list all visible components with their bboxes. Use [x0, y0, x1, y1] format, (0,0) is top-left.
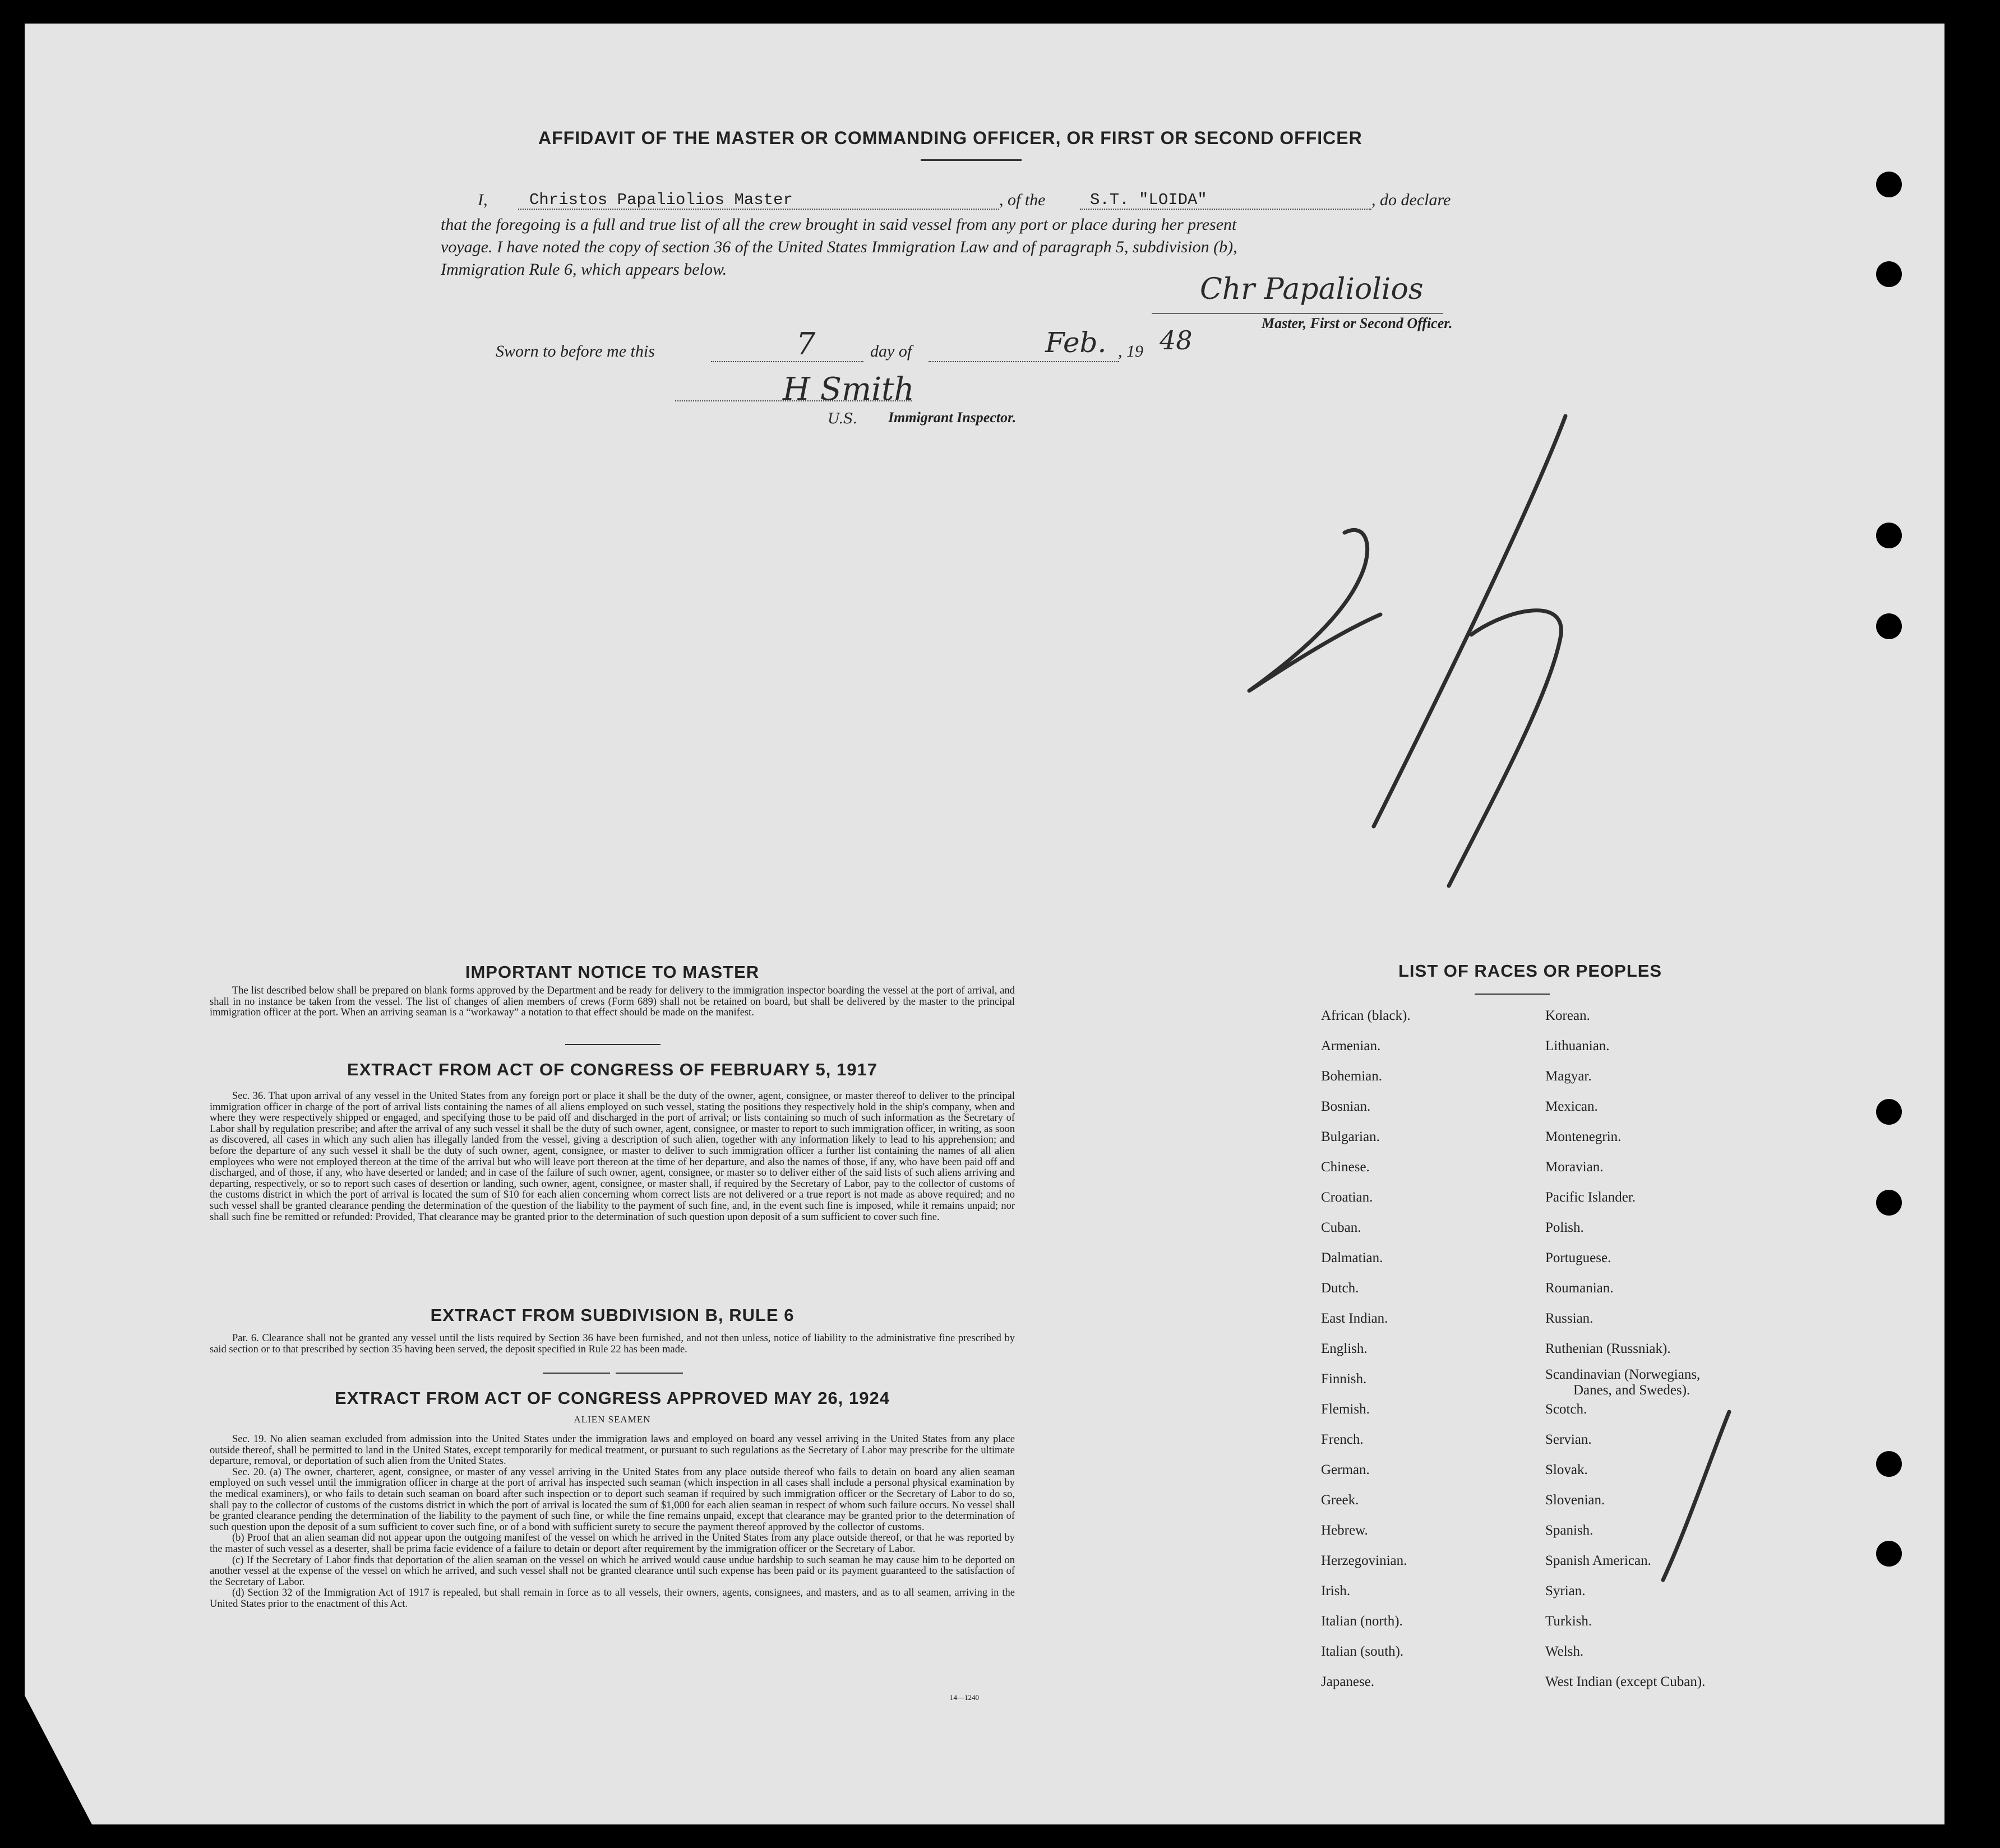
binder-hole [1876, 1190, 1902, 1216]
race-item: East Indian. [1321, 1311, 1388, 1326]
race-item: Welsh. [1545, 1644, 1584, 1659]
binder-hole [1876, 1099, 1902, 1125]
race-item: Chinese. [1321, 1159, 1370, 1175]
race-item: Roumanian. [1545, 1281, 1614, 1296]
races-title: LIST OF RACES OR PEOPLES [1398, 961, 1662, 981]
section-36-text: Sec. 36. That upon arrival of any vessel in the United States from any foreign port or place it shall be the duty of the owner, agent, consignee, or master thereof to deliver to the principal immigration officer in charge of the port of arrival lists containing the names of all aliens employed on such vessel, stating the positions they respectively hold in the ship's company, when and where they were respectively shipped or engaged, and specifying those to be paid off and discharged in the port of arrival; or lists containing so much of such information as the Secretary of Labor shall by regulation prescribe; and after the arrival of any such vessel it shall be the duty of such owner, agent, consignee, or master to report to such immigration officer, in writing, as soon as discovered, all cases in which any such alien has illegally landed from the vessel, giving a description of such alien, together with any information likely to lead to his apprehension; and before the departure of any such vessel it shall be the duty of such owner, agent, consignee, or master to deliver to such immigration officer a further list containing the names of all alien employees who were not employed thereon at the time of the arrival but who will leave port thereon at the time of her departure, and also the names of those, if any, who have been paid off and discharged, and of those, if any, who have deserted or landed; and in case of the failure of such owner, agent, consignee, or master so to deliver either of the said lists of such aliens arriving and departing, respectively, or so to report such cases of desertion or landing, such owner, agent, consignee, or master shall, if required by the Secretary of Labor, pay to the collector of customs of the customs district in which the port of arrival is located the sum of $10 for each alien concerning whom correct lists are not delivered or a true report is not made as above required; and no such vessel shall be granted clearance pending the determination of the question of the liability to the payment of such fine, and, in the event such fine is imposed, while it remains unpaid; nor shall such fine be remitted or refunded: Provided, That clearance may be granted prior to the determination of such question upon deposit of a sum sufficient to cover such fine. [210, 1091, 1015, 1223]
race-item: Herzegovinian. [1321, 1553, 1407, 1568]
binder-hole [1876, 613, 1902, 639]
race-item: Mexican. [1545, 1099, 1598, 1114]
race-item: African (black). [1321, 1008, 1411, 1023]
affidavit-line3: voyage. I have noted the copy of section 36 of the United States Immigration Law and of paragraph 5, subdivision (b), [441, 238, 1237, 256]
race-item: Dalmatian. [1321, 1250, 1383, 1265]
race-item: Pacific Islander. [1545, 1190, 1636, 1205]
race-item: Spanish. [1545, 1523, 1593, 1538]
race-item: Servian. [1545, 1432, 1592, 1447]
notice-text: The list described below shall be prepared on blank forms approved by the Department and be ready for delivery to the immigration inspector boarding the vessel at the port of arrival, and shall in no instance be taken from the vessel. The list of changes of alien members of crews (Form 689) shall not be retained on board, but shall be delivered by the master to the principal immigration officer at the port. When an arriving seaman is a “workaway” a notation to that effect should be made on the manifest. [210, 985, 1015, 1019]
inspector-signature: H Smith [783, 371, 914, 408]
notice-title: IMPORTANT NOTICE TO MASTER [465, 962, 760, 982]
race-item: Polish. [1545, 1220, 1584, 1235]
race-item: Armenian. [1321, 1038, 1381, 1054]
affidavit-line2: that the foregoing is a full and true list of all the crew brought in said vessel from any port or place during her present [441, 215, 1237, 234]
race-item: Scotch. [1545, 1402, 1587, 1417]
race-item: Scandinavian (Norwegians, [1545, 1367, 1701, 1382]
signature-caption: Master, First or Second Officer. [1262, 315, 1453, 331]
race-item: Japanese. [1321, 1674, 1375, 1689]
race-item: Turkish. [1545, 1614, 1592, 1629]
race-item: Russian. [1545, 1311, 1593, 1326]
torn-corner [25, 1695, 92, 1824]
section-20b-text: (b) Proof that an alien seaman did not appear upon the outgoing manifest of the vessel on which he arrived in the United States from any place outside thereof, or that he was reported by the master of such vessel as a deserter, shall be prima facie evidence of a failure to detain or deport after requirement by the immigration officer or the Secretary of Labor. [210, 1532, 1015, 1555]
race-item: Slovak. [1545, 1462, 1588, 1477]
extract-rule6-title: EXTRACT FROM SUBDIVISION B, RULE 6 [430, 1305, 795, 1325]
section-19-text: Sec. 19. No alien seaman excluded from admission into the United States under the immigration laws and employed on board any vessel arriving in the United States from any place outside thereof, shall be permitted to land in the United States, except temporarily for medical treatment, or pursuant to such regulations as the Secretary of Labor may prescribe for the ultimate departure, removal, or deportation of such alien from the United States. [210, 1434, 1015, 1467]
of-the-text: , of the [999, 191, 1046, 209]
race-item-continuation: Danes, and Swedes). [1573, 1383, 1690, 1398]
race-item: Flemish. [1321, 1402, 1370, 1417]
race-item: Montenegrin. [1545, 1129, 1622, 1144]
extract-1924-body [210, 1434, 1015, 1610]
binder-hole [1876, 523, 1902, 548]
notice-body [210, 986, 1015, 1019]
race-item: Bosnian. [1321, 1099, 1371, 1114]
race-item: Spanish American. [1545, 1553, 1651, 1568]
do-declare-text: , do declare [1371, 191, 1451, 209]
extract-1917-body [210, 1091, 1015, 1223]
race-item: Lithuanian. [1545, 1038, 1610, 1054]
extract-1924-title: EXTRACT FROM ACT OF CONGRESS APPROVED MAY 26, 1924 [335, 1388, 890, 1408]
race-item: Greek. [1321, 1493, 1359, 1508]
master-name: Christos Papaliolios Master [529, 191, 793, 209]
race-item: Italian (south). [1321, 1644, 1404, 1659]
section-20a-text: Sec. 20. (a) The owner, charterer, agent, consignee, or master of any vessel arriving in the United States from any place outside thereof who fails to detain on board any alien seaman employed on such vessel until the immigration officer in charge at the port of arrival has inspected such seaman (which inspection in all cases shall include a personal physical examination by the medical examiners), or who fails to detain such seaman on board after such inspection or to deport such seaman if required by such immigration officer or the Secretary of Labor to do so, shall pay to the collector of customs of the customs district in which the port of arrival is located the sum of $1,000 for each alien seaman in respect of whom such failure occurs. No vessel shall be granted clearance pending the determination of the liability to the payment of such fine, or while the fine remains unpaid, except that clearance may be granted prior to the determination of such question upon the deposit of a sum sufficient to cover such fine, or of a bond with sufficient surety to secure the payment thereof approved by the collector of customs. [210, 1466, 1015, 1533]
extract-rule6-body [210, 1333, 1015, 1355]
race-item: Italian (north). [1321, 1614, 1403, 1629]
form-number: 14—1240 [950, 1693, 979, 1702]
race-item: Portuguese. [1545, 1250, 1611, 1265]
race-item: Croatian. [1321, 1190, 1373, 1205]
affidavit-line4: Immigration Rule 6, which appears below. [441, 260, 727, 279]
inspector-caption: Immigrant Inspector. [888, 409, 1017, 426]
race-item: Irish. [1321, 1583, 1351, 1598]
race-item: West Indian (except Cuban). [1545, 1674, 1706, 1689]
race-item: Hebrew. [1321, 1523, 1368, 1538]
race-item: French. [1321, 1432, 1364, 1447]
sworn-prefix: Sworn to before me this [496, 342, 655, 361]
race-item: Ruthenian (Russniak). [1545, 1341, 1671, 1356]
race-item: Dutch. [1321, 1281, 1359, 1296]
sworn-year: 48 [1160, 325, 1193, 355]
section-20d-text: (d) Section 32 of the Immigration Act of 1917 is repealed, but shall remain in force as to all vessels, their owners, agents, consignees, and masters, and as to all seamen, arriving in the United States prior to the enactment of this Act. [210, 1587, 1015, 1610]
race-item: Finnish. [1321, 1371, 1367, 1387]
affidavit-title: AFFIDAVIT OF THE MASTER OR COMMANDING OFFICER, OR FIRST OR SECOND OFFICER [538, 128, 1362, 148]
race-item: Moravian. [1545, 1159, 1604, 1175]
sworn-day: 7 [796, 326, 816, 362]
race-item: Slovenian. [1545, 1493, 1605, 1508]
alien-seamen-subtitle: ALIEN SEAMEN [574, 1414, 651, 1425]
race-item: Korean. [1545, 1008, 1590, 1023]
race-item: German. [1321, 1462, 1370, 1477]
binder-hole [1876, 172, 1902, 197]
vessel-name: S.T. "LOIDA" [1090, 191, 1207, 209]
binder-hole [1876, 1541, 1902, 1567]
affidavit-line1-prefix: I, [478, 191, 488, 209]
race-item: English. [1321, 1341, 1368, 1356]
race-item: Magyar. [1545, 1069, 1592, 1084]
race-item: Cuban. [1321, 1220, 1361, 1235]
race-item: Syrian. [1545, 1583, 1586, 1598]
binder-hole [1876, 261, 1902, 287]
master-signature: Chr Papaliolios [1200, 272, 1424, 306]
document-page [25, 24, 1944, 1824]
sworn-month: Feb. [1045, 326, 1107, 359]
paragraph-6-text: Par. 6. Clearance shall not be granted any vessel until the lists required by Section 36 have been furnished, and not then unless, notice of liability to the administrative fine prescribed by said section or to that prescribed by section 35 having been served, the deposit specified in Rule 22 has been made. [210, 1333, 1015, 1355]
binder-hole [1876, 1451, 1902, 1477]
race-item: Bulgarian. [1321, 1129, 1380, 1144]
inspector-prefix: U.S. [828, 410, 857, 427]
race-item: Bohemian. [1321, 1069, 1383, 1084]
year-prefix: , 19 [1118, 342, 1143, 361]
day-of-text: day of [870, 342, 912, 361]
extract-1917-title: EXTRACT FROM ACT OF CONGRESS OF FEBRUARY 5, 1917 [347, 1060, 877, 1079]
section-20c-text: (c) If the Secretary of Labor finds that deportation of the alien seaman on the vessel on which he arrived would cause undue hardship to such seaman he may cause him to be deported on another vessel at the expense of the vessel on which he arrived, and such vessel shall not be granted clearance until such expense has been paid or its payment guaranteed to the satisfaction of the Secretary of Labor. [210, 1554, 1015, 1588]
